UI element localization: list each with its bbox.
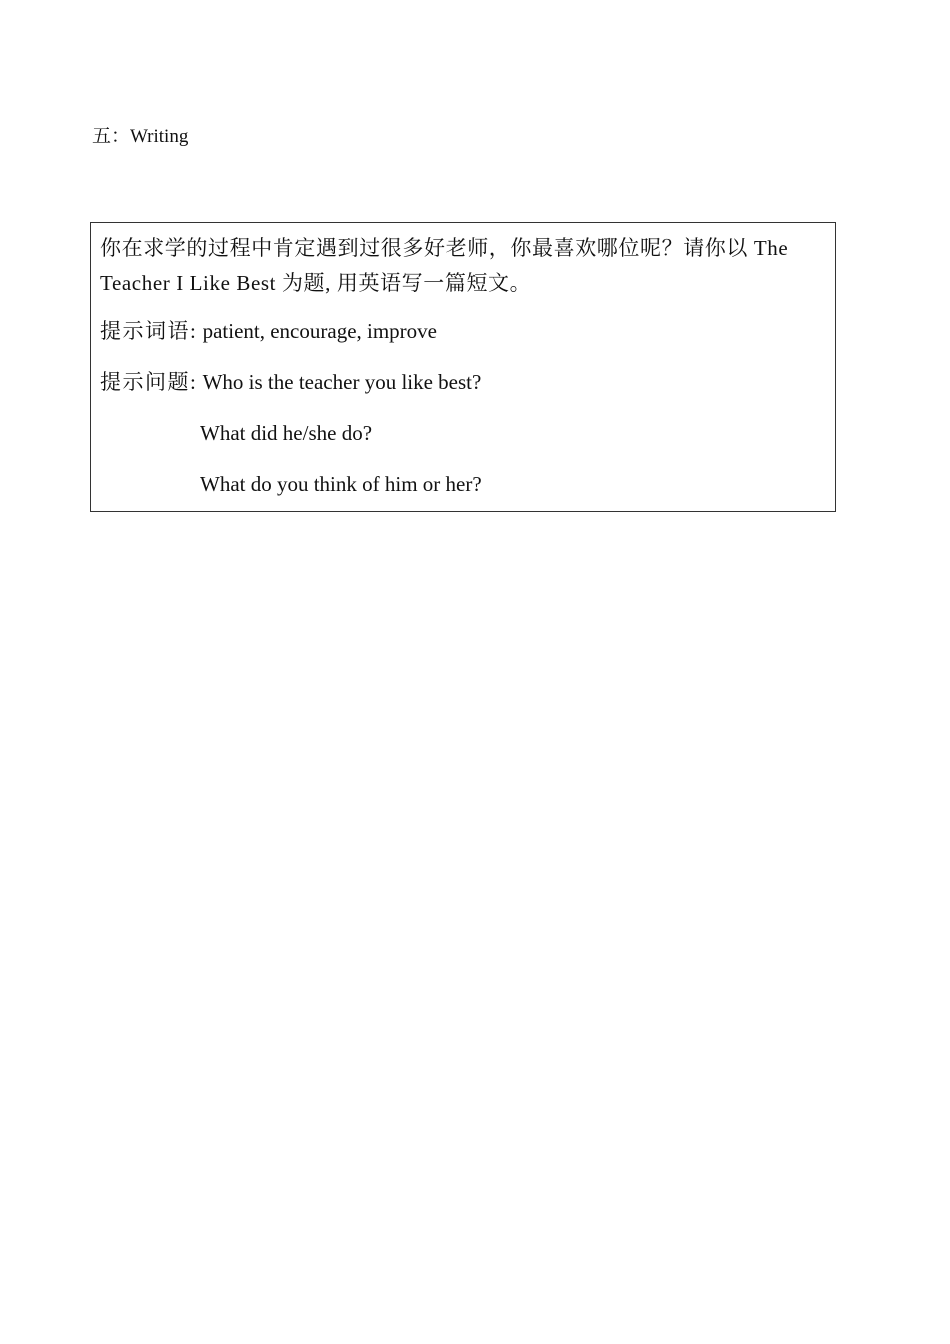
section-heading: 五：Writing [92, 126, 189, 147]
hint-questions-label: 提示问题: [100, 370, 198, 394]
writing-task-box [90, 222, 836, 512]
hint-question-2: What did he/she do? [200, 421, 373, 445]
hint-words-row [100, 316, 437, 346]
hint-words: patient, encourage, improve [202, 319, 437, 343]
hint-questions-row [100, 367, 481, 397]
hint-question-1: Who is the teacher you like best? [202, 370, 482, 394]
hint-question-3: What do you think of him or her? [200, 472, 482, 496]
hint-words-label: 提示词语: [100, 319, 198, 343]
writing-prompt: 你在求学的过程中肯定遇到过很多好老师，你最喜欢哪位呢？请你以 The Teacher I Like Best 为题, 用英语写一篇短文。 [100, 236, 789, 295]
